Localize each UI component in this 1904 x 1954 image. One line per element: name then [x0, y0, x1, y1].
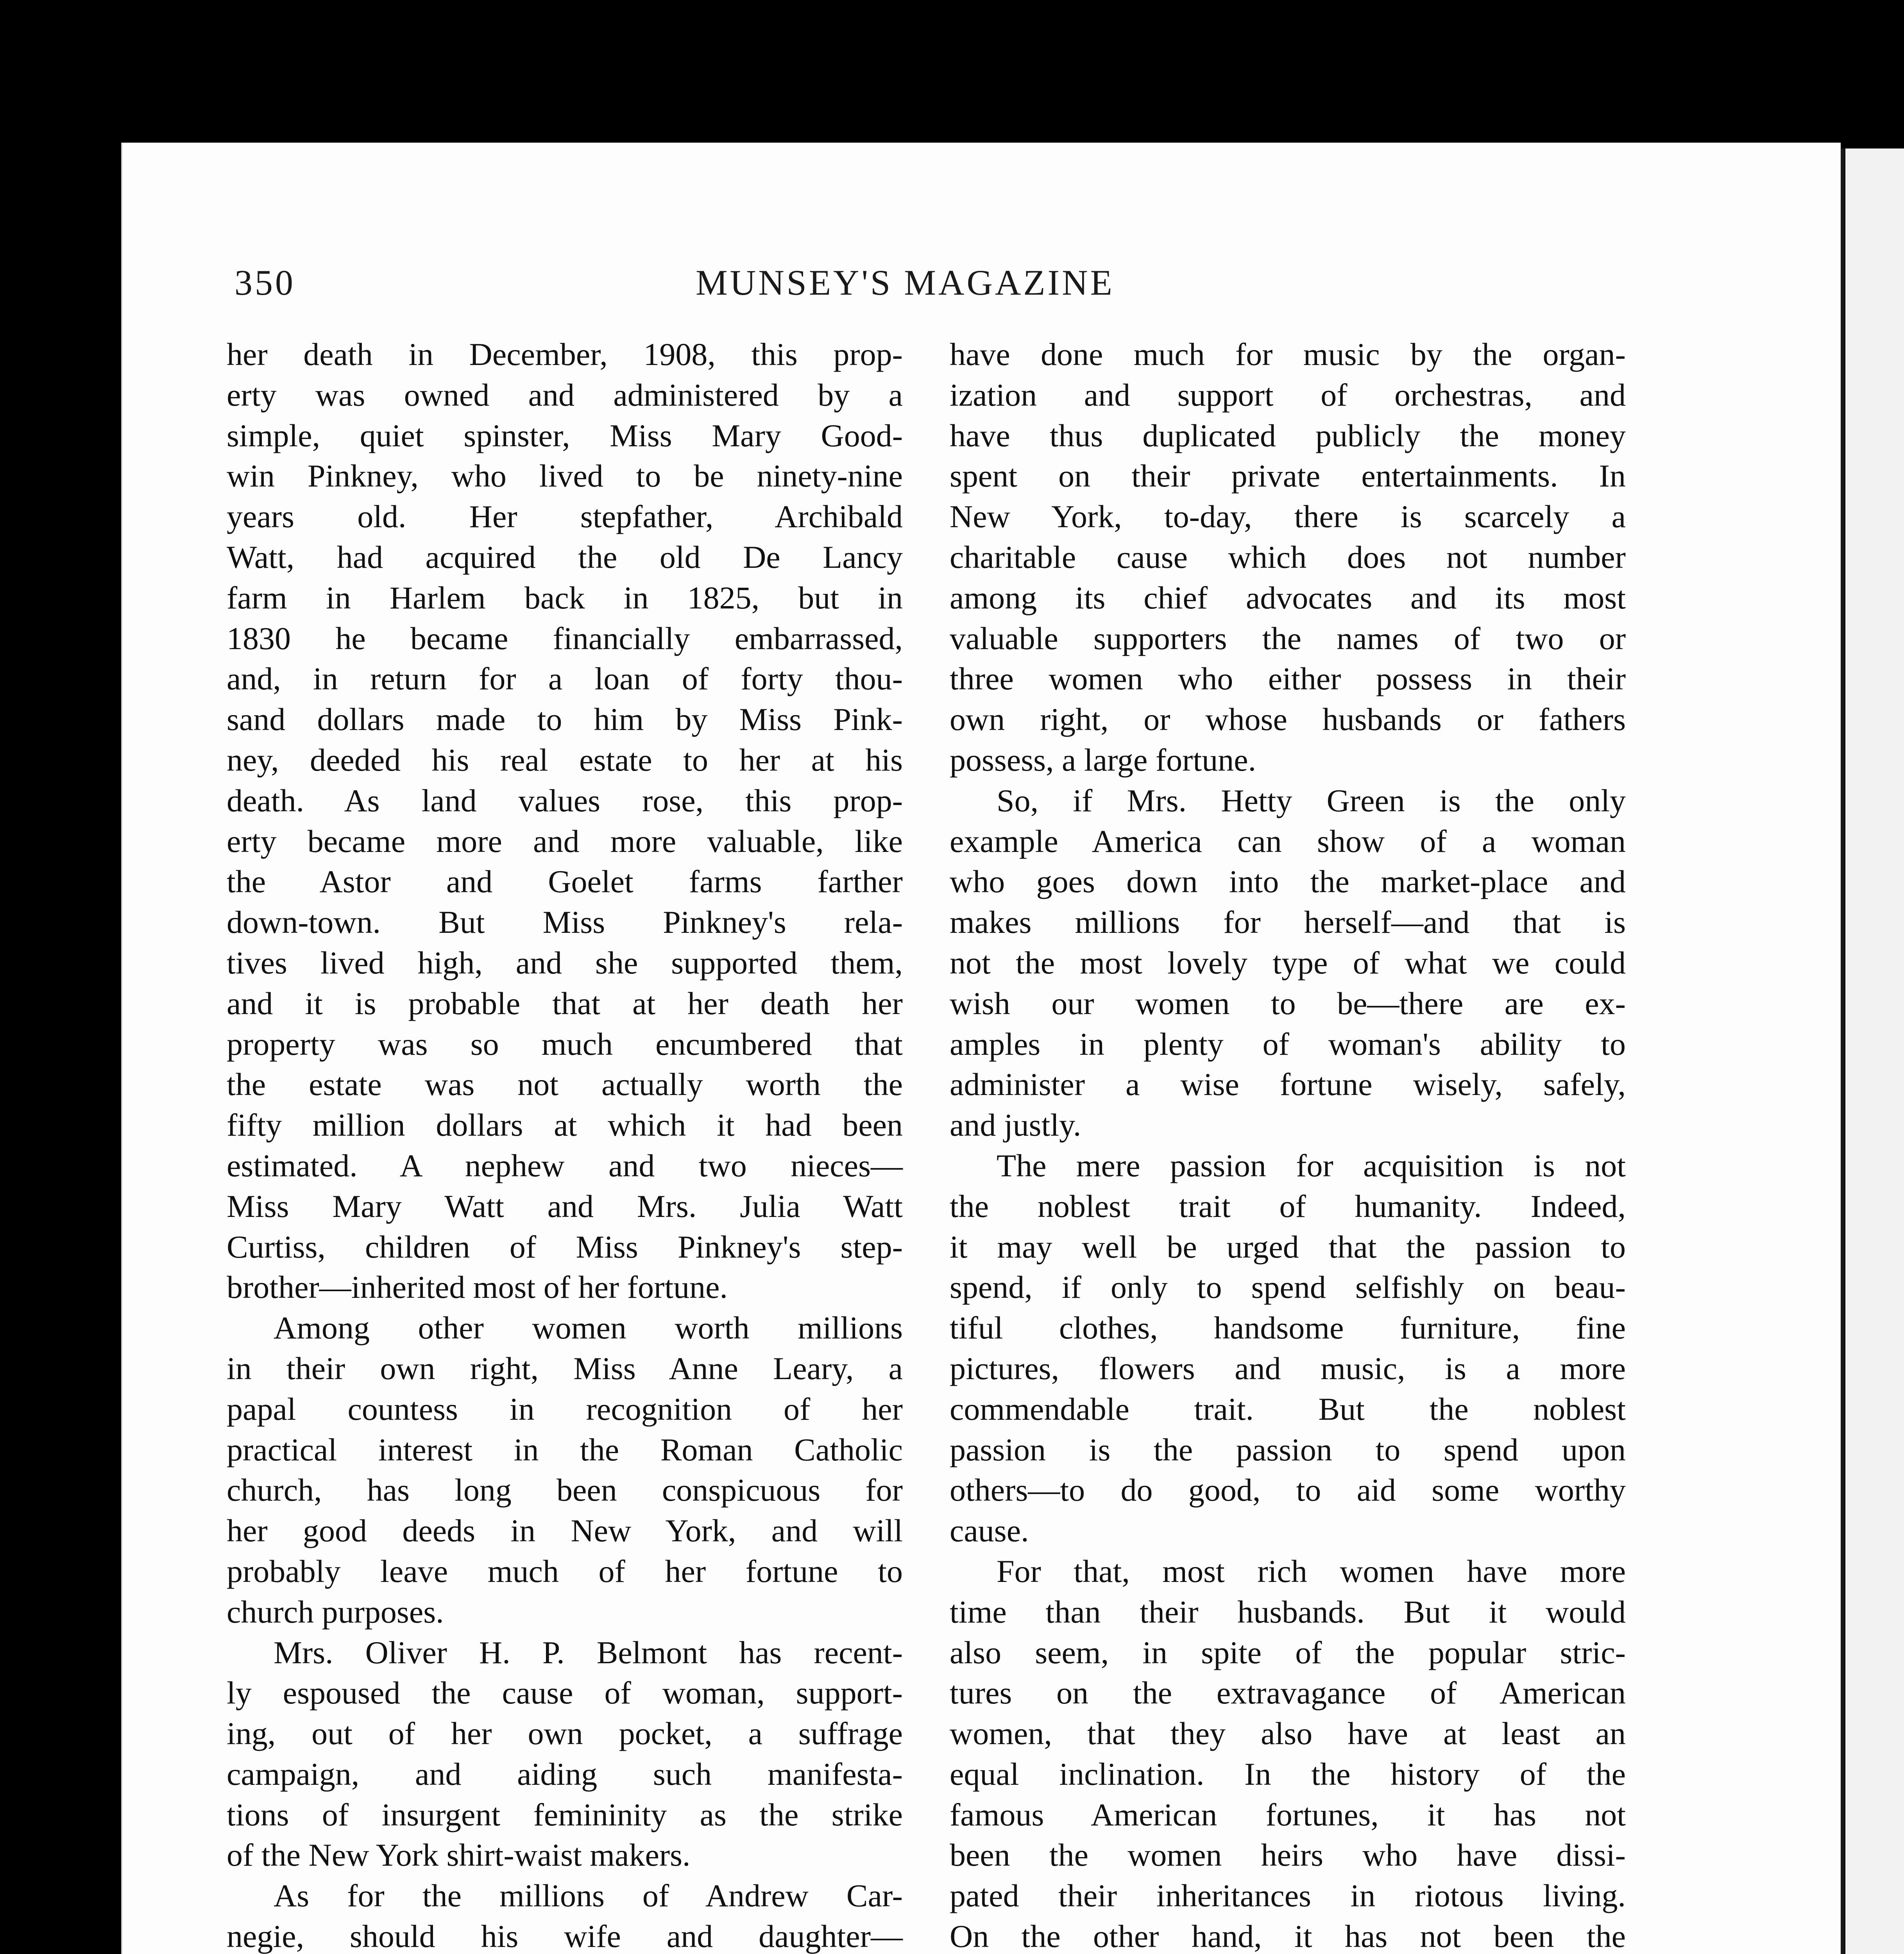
- text-line: Curtiss, children of Miss Pinkney's step-: [227, 1229, 903, 1265]
- text-line: have thus duplicated publicly the money: [950, 417, 1626, 453]
- text-line: equal inclination. In the history of the: [950, 1756, 1626, 1792]
- text-line: campaign, and aiding such manifesta-: [227, 1756, 903, 1792]
- text-line: ization and support of orchestras, and: [950, 377, 1626, 413]
- text-line: win Pinkney, who lived to be ninety-nine: [227, 458, 903, 494]
- text-line: cause.: [950, 1513, 1029, 1549]
- text-line: passion is the passion to spend upon: [950, 1432, 1626, 1467]
- text-line: church purposes.: [227, 1594, 444, 1630]
- text-line: ing, out of her own pocket, a suffrage: [227, 1716, 903, 1752]
- text-line: her death in December, 1908, this prop-: [227, 336, 903, 372]
- text-line: pictures, flowers and music, is a more: [950, 1350, 1626, 1386]
- text-line: among its chief advocates and its most: [950, 580, 1626, 616]
- text-line: and, in return for a loan of forty thou-: [227, 661, 903, 697]
- text-line: death. As land values rose, this prop-: [227, 782, 903, 818]
- text-line: down-town. But Miss Pinkney's rela-: [227, 904, 903, 940]
- text-line: erty was owned and administered by a: [227, 377, 903, 413]
- text-line: tures on the extravagance of American: [950, 1675, 1626, 1711]
- text-line: the Astor and Goelet farms farther: [227, 864, 903, 900]
- text-line: tiful clothes, handsome furniture, fine: [950, 1310, 1626, 1346]
- text-line: spent on their private entertainments. In: [950, 458, 1626, 494]
- text-line: of the New York shirt-waist makers.: [227, 1837, 691, 1873]
- text-line: and it is probable that at her death her: [227, 985, 903, 1021]
- text-line: own right, or whose husbands or fathers: [950, 701, 1626, 737]
- text-line: For that, most rich women have more: [997, 1553, 1626, 1589]
- text-line: and justly.: [950, 1107, 1081, 1143]
- text-line: As for the millions of Andrew Car-: [274, 1878, 903, 1914]
- text-line: administer a wise fortune wisely, safely,: [950, 1066, 1626, 1102]
- text-line: pated their inheritances in riotous living.: [950, 1878, 1626, 1914]
- text-line: who goes down into the market-place and: [950, 864, 1626, 900]
- text-line: 1830 he became financially embarrassed,: [227, 620, 903, 656]
- text-line: famous American fortunes, it has not: [950, 1797, 1626, 1832]
- text-line: Among other women worth millions: [274, 1310, 903, 1346]
- text-line: On the other hand, it has not been the: [950, 1918, 1626, 1954]
- text-line: estimated. A nephew and two nieces—: [227, 1147, 903, 1183]
- left-text-column: [227, 334, 903, 1954]
- text-line: it may well be urged that the passion to: [950, 1229, 1626, 1265]
- text-line: the noblest trait of humanity. Indeed,: [950, 1188, 1626, 1224]
- text-line: wish our women to be—there are ex-: [950, 985, 1626, 1021]
- text-line: also seem, in spite of the popular stric-: [950, 1634, 1626, 1670]
- text-line: church, has long been conspicuous for: [227, 1472, 903, 1508]
- text-line: time than their husbands. But it would: [950, 1594, 1626, 1630]
- adjacent-page-edge: [1845, 149, 1904, 1954]
- text-line: years old. Her stepfather, Archibald: [227, 499, 903, 535]
- page-gutter: [1841, 149, 1845, 1954]
- text-line: simple, quiet spinster, Miss Mary Good-: [227, 417, 903, 453]
- text-line: ney, deeded his real estate to her at his: [227, 742, 903, 778]
- text-line: been the women heirs who have dissi-: [950, 1837, 1626, 1873]
- text-line: practical interest in the Roman Catholic: [227, 1432, 903, 1467]
- text-line: example America can show of a woman: [950, 823, 1626, 859]
- text-line: women, that they also have at least an: [950, 1716, 1626, 1752]
- text-line: Mrs. Oliver H. P. Belmont has recent-: [274, 1634, 903, 1670]
- text-line: The mere passion for acquisition is not: [997, 1147, 1626, 1183]
- text-line: her good deeds in New York, and will: [227, 1513, 903, 1549]
- text-line: farm in Harlem back in 1825, but in: [227, 580, 903, 616]
- text-line: fifty million dollars at which it had been: [227, 1107, 903, 1143]
- text-line: amples in plenty of woman's ability to: [950, 1026, 1626, 1062]
- text-line: ly espoused the cause of woman, support-: [227, 1675, 903, 1711]
- text-line: erty became more and more valuable, like: [227, 823, 903, 859]
- text-line: brother—inherited most of her fortune.: [227, 1269, 728, 1305]
- text-line: papal countess in recognition of her: [227, 1391, 903, 1427]
- text-line: others—to do good, to aid some worthy: [950, 1472, 1626, 1508]
- text-line: spend, if only to spend selfishly on beau-: [950, 1269, 1626, 1305]
- text-line: possess, a large fortune.: [950, 742, 1256, 778]
- text-line: three women who either possess in their: [950, 661, 1626, 697]
- text-line: So, if Mrs. Hetty Green is the only: [997, 782, 1626, 818]
- text-line: have done much for music by the organ-: [950, 336, 1626, 372]
- text-line: New York, to-day, there is scarcely a: [950, 499, 1626, 535]
- text-line: tions of insurgent femininity as the strike: [227, 1797, 903, 1832]
- text-line: valuable supporters the names of two or: [950, 620, 1626, 656]
- text-line: charitable cause which does not number: [950, 539, 1626, 575]
- text-line: property was so much encumbered that: [227, 1026, 903, 1062]
- page-number: 350: [234, 263, 295, 302]
- text-line: makes millions for herself—and that is: [950, 904, 1626, 940]
- text-line: Watt, had acquired the old De Lancy: [227, 539, 903, 575]
- page-header: [234, 262, 1677, 309]
- text-line: not the most lovely type of what we could: [950, 945, 1626, 981]
- text-line: Miss Mary Watt and Mrs. Julia Watt: [227, 1188, 903, 1224]
- text-line: in their own right, Miss Anne Leary, a: [227, 1350, 903, 1386]
- text-line: probably leave much of her fortune to: [227, 1553, 903, 1589]
- text-line: negie, should his wife and daughter—: [227, 1918, 903, 1954]
- text-line: sand dollars made to him by Miss Pink-: [227, 701, 903, 737]
- running-title: MUNSEY'S MAGAZINE: [696, 263, 1115, 302]
- text-line: tives lived high, and she supported them,: [227, 945, 903, 981]
- right-text-column: [950, 334, 1626, 1954]
- text-line: the estate was not actually worth the: [227, 1066, 903, 1102]
- text-line: commendable trait. But the noblest: [950, 1391, 1626, 1427]
